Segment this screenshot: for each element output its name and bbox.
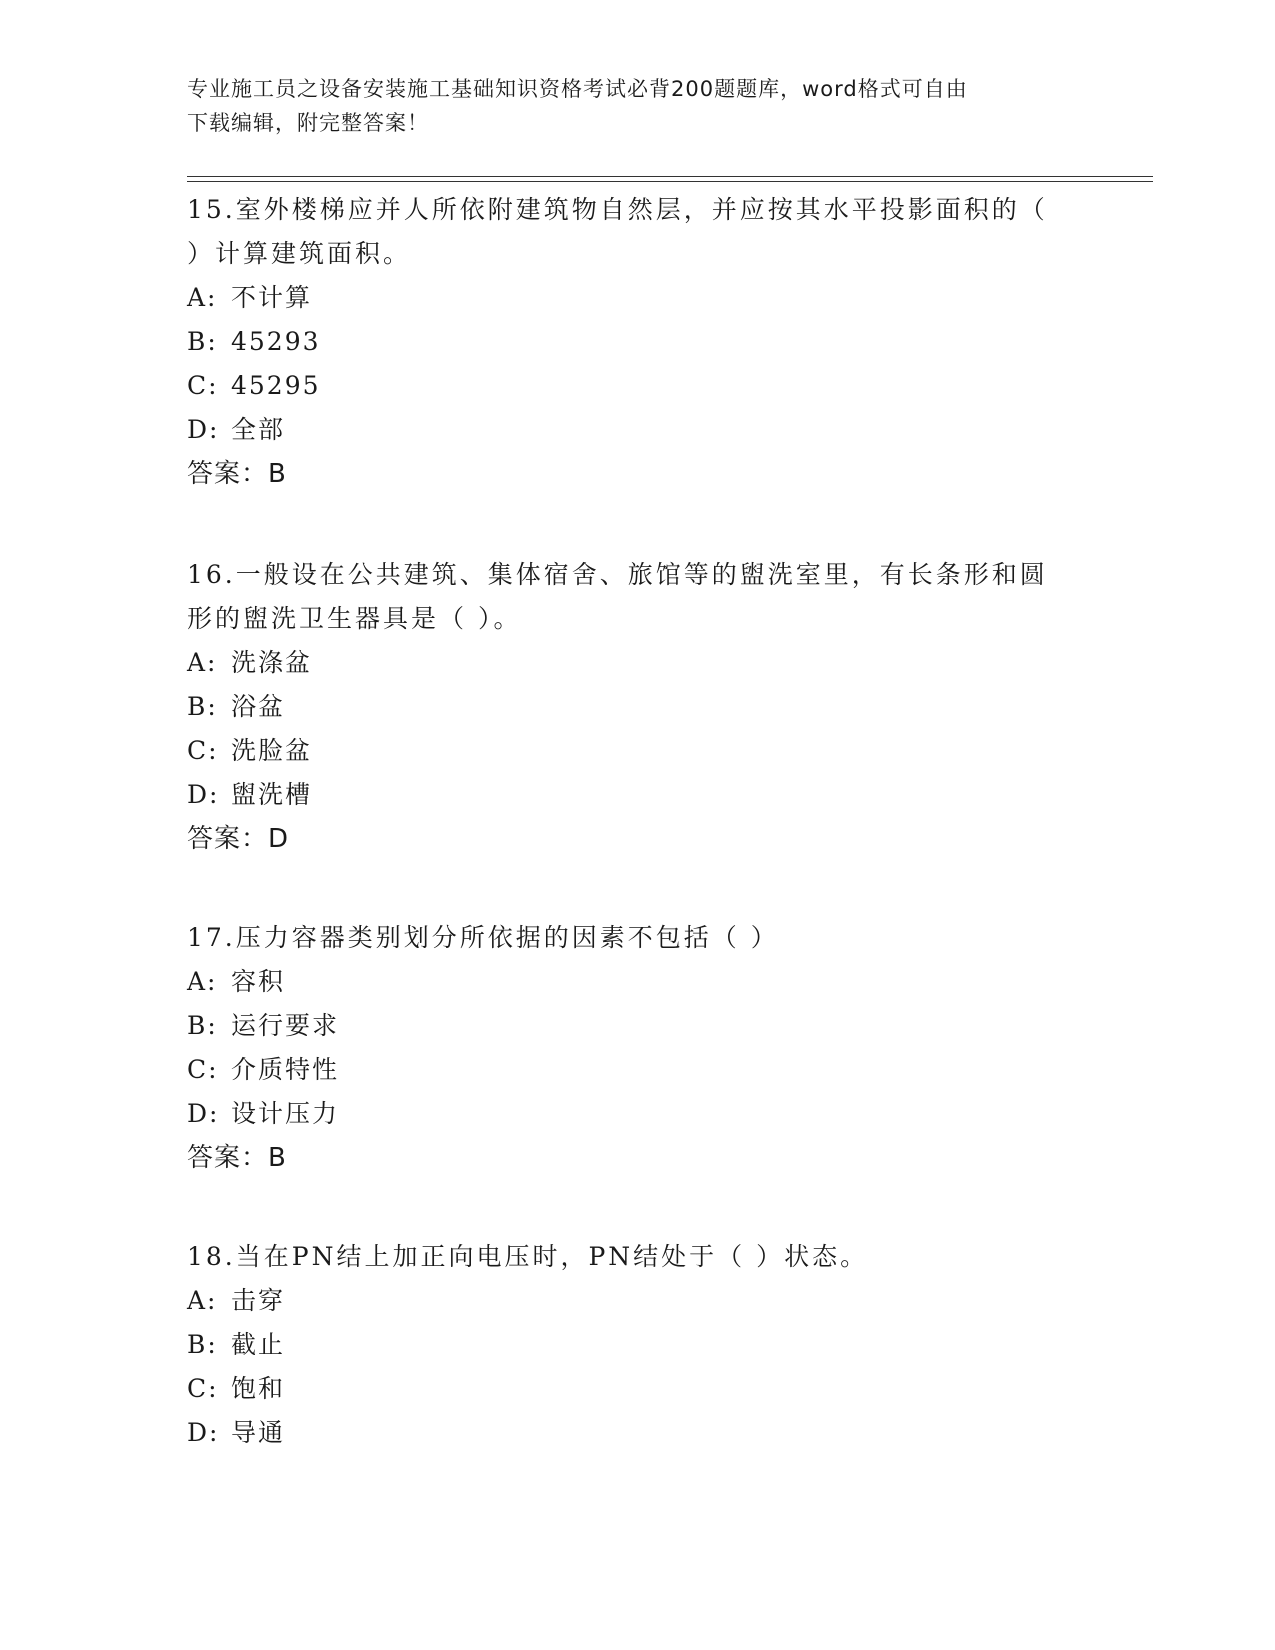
option-d [187, 1411, 1087, 1455]
answer-line: 答案：B [187, 1143, 287, 1173]
question-stem-line: 17.压力容器类别划分所依据的因素不包括（ ） [187, 923, 779, 952]
option-key: C: [187, 371, 219, 400]
option-b [187, 320, 1087, 364]
option-c [187, 729, 1087, 773]
option-text: 洗脸盆 [231, 736, 313, 765]
option-key: C: [187, 1055, 219, 1084]
option-a [187, 276, 1087, 320]
option-key: B: [187, 327, 218, 356]
option-a [187, 960, 1087, 1004]
option-text: 饱和 [231, 1374, 286, 1403]
option-key: C: [187, 1374, 219, 1403]
header-divider-bottom [187, 181, 1153, 182]
question-18 [187, 1235, 1087, 1455]
option-c [187, 1048, 1087, 1092]
option-text: 容积 [231, 967, 286, 996]
option-text: 导通 [231, 1418, 286, 1447]
option-text: 设计压力 [231, 1099, 340, 1128]
header-line-2: 下载编辑，附完整答案！ [187, 111, 429, 135]
option-text: 不计算 [231, 283, 313, 312]
option-text: 击穿 [231, 1286, 286, 1315]
header-line-1: 专业施工员之设备安装施工基础知识资格考试必背200题题库，word格式可自由 [187, 77, 968, 101]
answer-line: 答案：D [187, 824, 290, 854]
question-stem-line: 16.一般设在公共建筑、集体宿舍、旅馆等的盥洗室里，有长条形和圆 [187, 560, 1048, 589]
option-key: B: [187, 1330, 218, 1359]
answer-line: 答案：B [187, 459, 287, 489]
question-17 [187, 916, 1087, 1180]
option-text: 浴盆 [231, 692, 286, 721]
option-key: D: [187, 780, 220, 809]
header-divider-top [187, 176, 1153, 177]
option-key: A: [187, 1286, 218, 1315]
option-key: A: [187, 648, 218, 677]
option-b [187, 1004, 1087, 1048]
option-key: B: [187, 1011, 218, 1040]
question-15 [187, 188, 1087, 496]
option-key: D: [187, 1099, 220, 1128]
option-a [187, 641, 1087, 685]
option-key: A: [187, 967, 218, 996]
option-text: 截止 [231, 1330, 286, 1359]
question-stem-line: ）计算建筑面积。 [187, 239, 412, 268]
option-b [187, 685, 1087, 729]
option-d [187, 408, 1087, 452]
option-c [187, 1367, 1087, 1411]
option-key: D: [187, 1418, 220, 1447]
option-d [187, 1092, 1087, 1136]
question-stem-line: 形的盥洗卫生器具是（ ）。 [187, 604, 522, 633]
question-stem-line: 18.当在PN结上加正向电压时，PN结处于（ ）状态。 [187, 1242, 869, 1271]
option-text: 介质特性 [231, 1055, 340, 1084]
question-16 [187, 553, 1087, 861]
option-text: 全部 [231, 415, 286, 444]
option-key: B: [187, 692, 218, 721]
option-d [187, 773, 1087, 817]
document-header [187, 72, 1087, 140]
option-text: 运行要求 [231, 1011, 340, 1040]
option-a [187, 1279, 1087, 1323]
option-c [187, 364, 1087, 408]
option-text: 盥洗槽 [231, 780, 313, 809]
option-text: 洗涤盆 [231, 648, 313, 677]
question-stem-line: 15.室外楼梯应并人所依附建筑物自然层，并应按其水平投影面积的（ [187, 195, 1048, 224]
option-key: A: [187, 283, 218, 312]
option-key: D: [187, 415, 220, 444]
option-b [187, 1323, 1087, 1367]
option-text: 45293 [231, 327, 321, 356]
option-key: C: [187, 736, 219, 765]
option-text: 45295 [231, 371, 321, 400]
